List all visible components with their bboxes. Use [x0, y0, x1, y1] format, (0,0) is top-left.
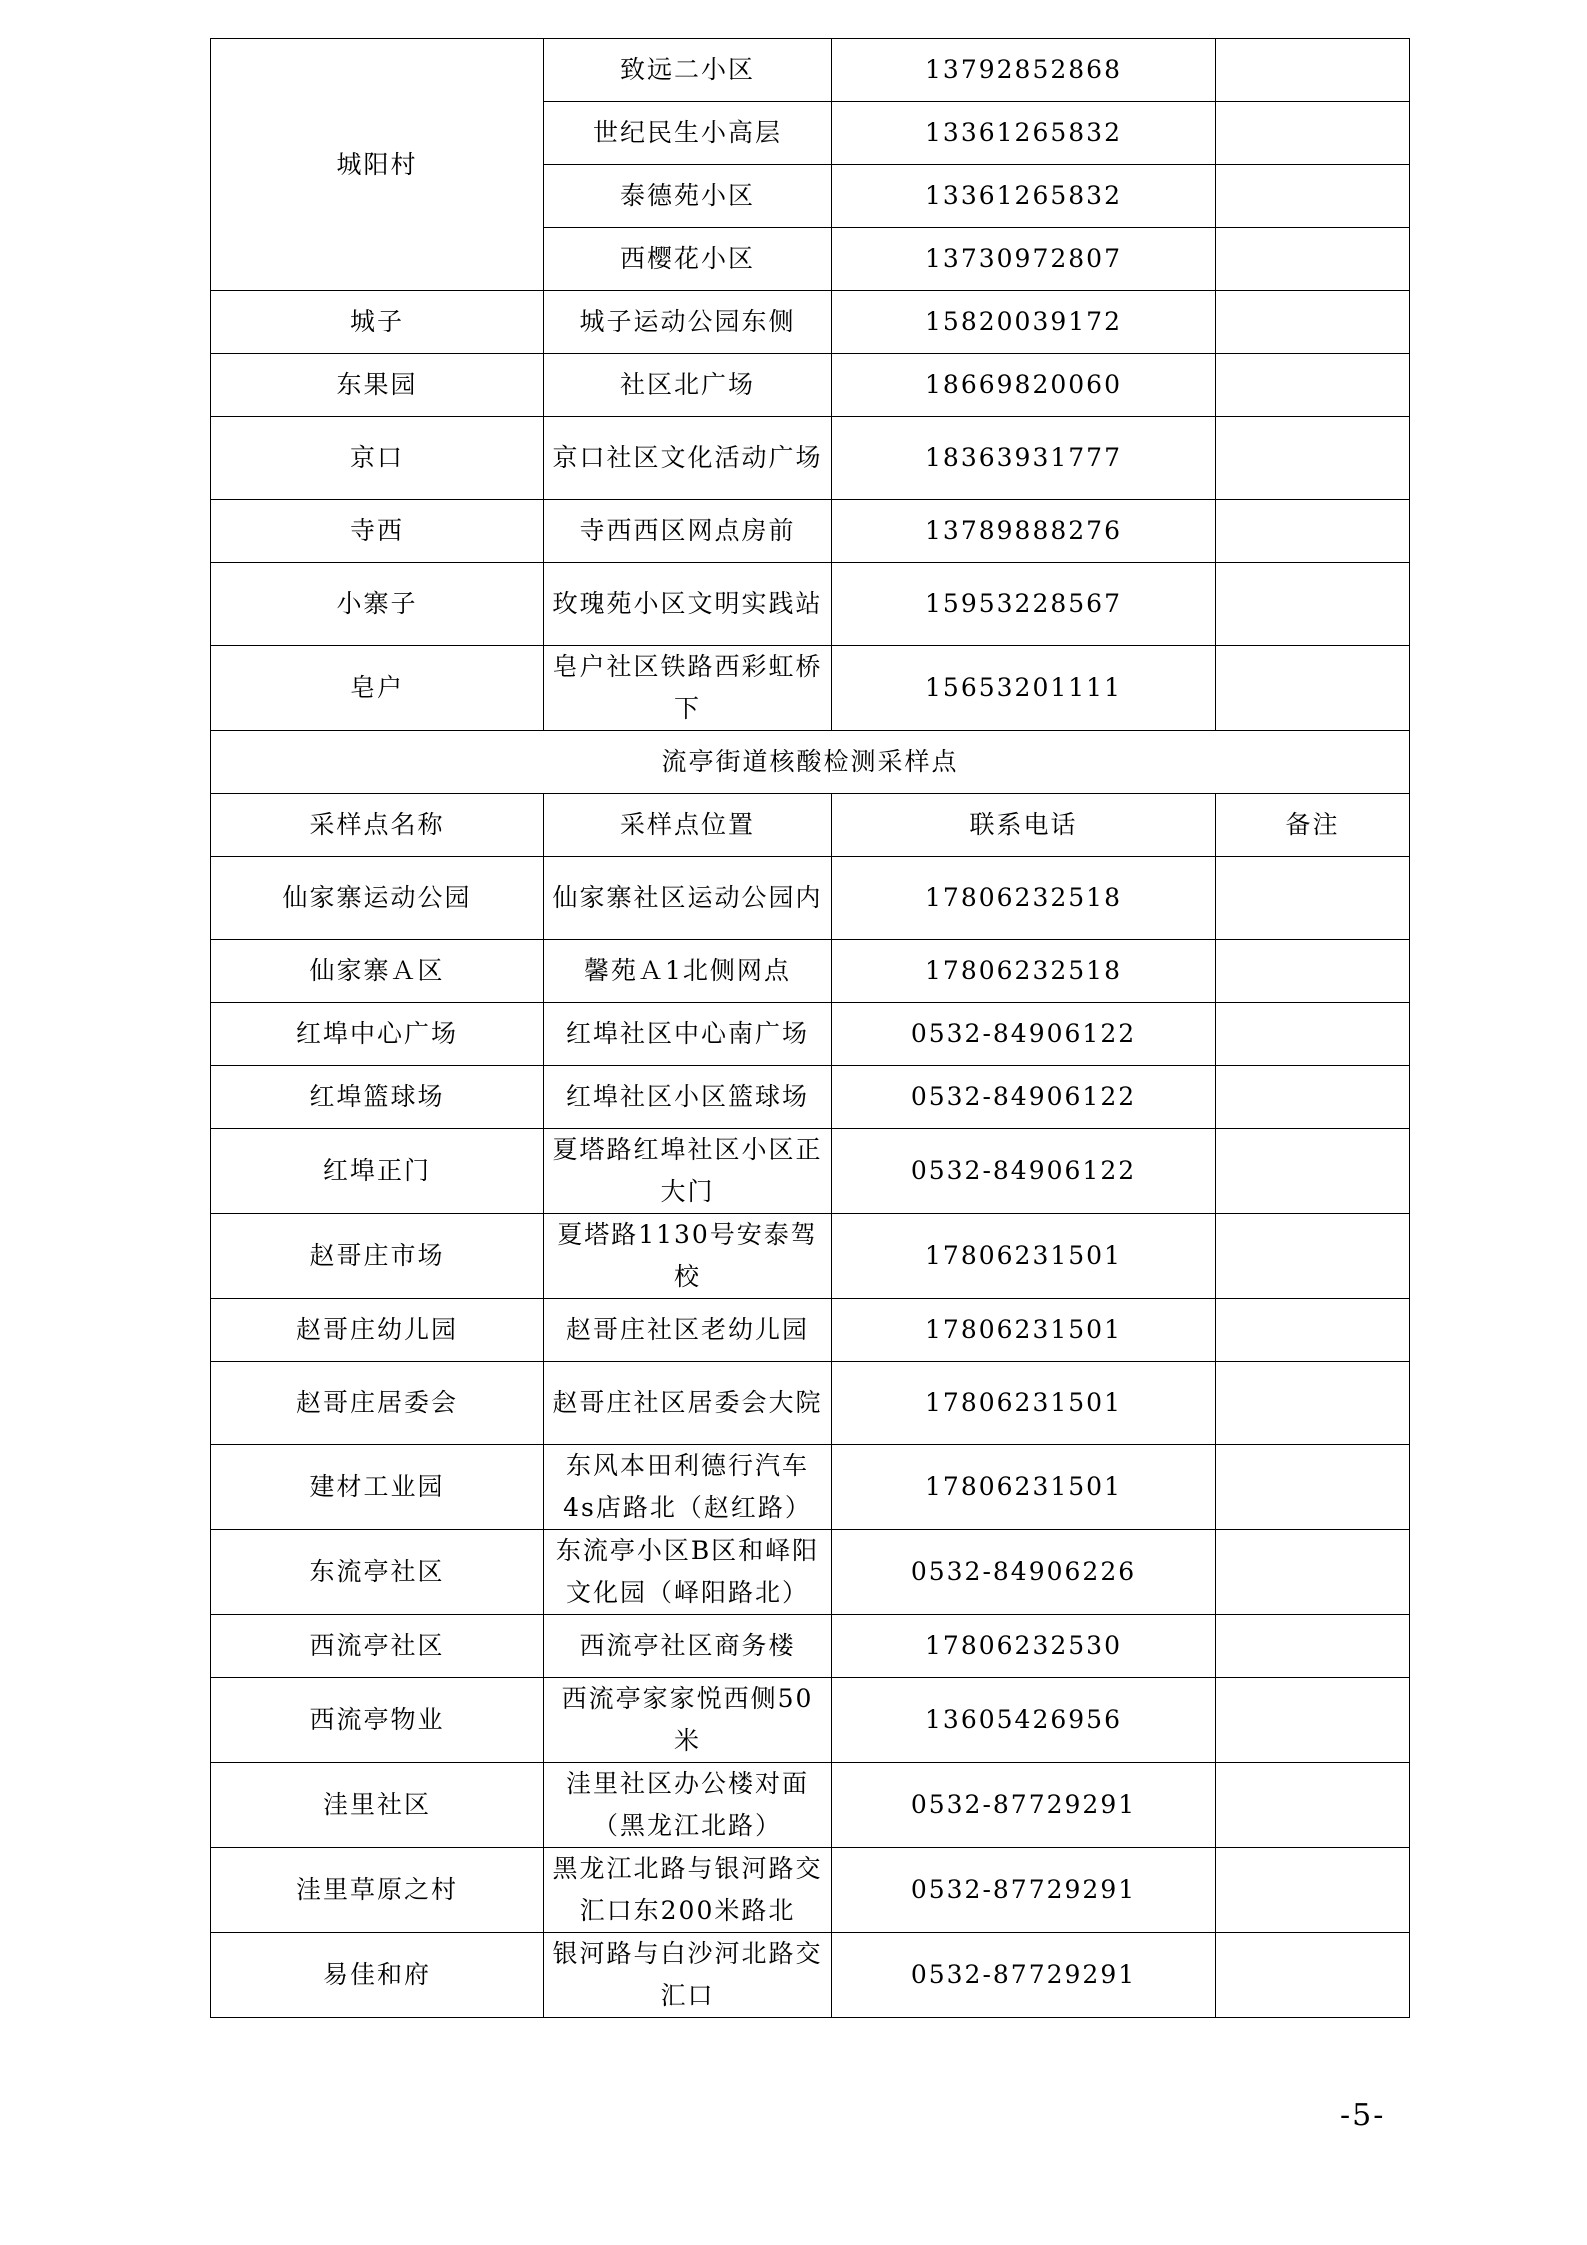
table-row	[211, 563, 1410, 646]
location-cell: 夏塔路红埠社区小区正大门	[544, 1129, 832, 1214]
location-cell: 西樱花小区	[544, 228, 832, 291]
location-cell: 红埠社区小区篮球场	[544, 1066, 832, 1129]
location-cell: 银河路与白沙河北路交汇口	[544, 1933, 832, 2018]
table-row	[211, 1530, 1410, 1615]
name-cell: 西流亭物业	[211, 1678, 544, 1763]
section-title: 流亭街道核酸检测采样点	[211, 731, 1410, 794]
name-cell: 洼里草原之村	[211, 1848, 544, 1933]
note-cell	[1216, 1362, 1410, 1445]
phone-cell: 13730972807	[832, 228, 1216, 291]
phone-cell: 17806232518	[832, 940, 1216, 1003]
location-cell: 东流亭小区B区和峄阳文化园（峄阳路北）	[544, 1530, 832, 1615]
location-cell: 城子运动公园东侧	[544, 291, 832, 354]
location-cell: 泰德苑小区	[544, 165, 832, 228]
location-cell: 致远二小区	[544, 39, 832, 102]
phone-cell: 0532-87729291	[832, 1763, 1216, 1848]
table-row	[211, 417, 1410, 500]
phone-cell: 17806232518	[832, 857, 1216, 940]
name-cell: 赵哥庄居委会	[211, 1362, 544, 1445]
table-row	[211, 1763, 1410, 1848]
table-row	[211, 291, 1410, 354]
name-cell: 洼里社区	[211, 1763, 544, 1848]
table-row	[211, 1615, 1410, 1678]
name-cell: 京口	[211, 417, 544, 500]
header-phone: 联系电话	[832, 794, 1216, 857]
location-cell: 仙家寨社区运动公园内	[544, 857, 832, 940]
header-location: 采样点位置	[544, 794, 832, 857]
phone-cell: 18669820060	[832, 354, 1216, 417]
phone-cell: 15953228567	[832, 563, 1216, 646]
phone-cell: 17806231501	[832, 1445, 1216, 1530]
location-cell: 世纪民生小高层	[544, 102, 832, 165]
note-cell	[1216, 500, 1410, 563]
phone-cell: 0532-87729291	[832, 1848, 1216, 1933]
phone-cell: 13361265832	[832, 102, 1216, 165]
table-row	[211, 1848, 1410, 1933]
table-row	[211, 857, 1410, 940]
name-cell: 东流亭社区	[211, 1530, 544, 1615]
note-cell	[1216, 1066, 1410, 1129]
location-cell: 洼里社区办公楼对面（黑龙江北路）	[544, 1763, 832, 1848]
table-row	[211, 1933, 1410, 2018]
location-cell: 黑龙江北路与银河路交汇口东200米路北	[544, 1848, 832, 1933]
note-cell	[1216, 940, 1410, 1003]
name-cell: 红埠正门	[211, 1129, 544, 1214]
sampling-points-table	[210, 38, 1410, 2018]
header-name: 采样点名称	[211, 794, 544, 857]
name-cell: 寺西	[211, 500, 544, 563]
location-cell: 寺西西区网点房前	[544, 500, 832, 563]
location-cell: 西流亭家家悦西侧50米	[544, 1678, 832, 1763]
note-cell	[1216, 1678, 1410, 1763]
note-cell	[1216, 291, 1410, 354]
note-cell	[1216, 165, 1410, 228]
note-cell	[1216, 1129, 1410, 1214]
location-cell: 赵哥庄社区居委会大院	[544, 1362, 832, 1445]
name-cell: 红埠中心广场	[211, 1003, 544, 1066]
note-cell	[1216, 417, 1410, 500]
note-cell	[1216, 102, 1410, 165]
name-cell: 城子	[211, 291, 544, 354]
phone-cell: 17806232530	[832, 1615, 1216, 1678]
name-cell: 西流亭社区	[211, 1615, 544, 1678]
name-cell: 皂户	[211, 646, 544, 731]
phone-cell: 17806231501	[832, 1299, 1216, 1362]
name-cell: 小寨子	[211, 563, 544, 646]
phone-cell: 18363931777	[832, 417, 1216, 500]
name-cell: 赵哥庄幼儿园	[211, 1299, 544, 1362]
name-cell: 建材工业园	[211, 1445, 544, 1530]
location-cell: 京口社区文化活动广场	[544, 417, 832, 500]
name-cell: 仙家寨运动公园	[211, 857, 544, 940]
name-cell: 易佳和府	[211, 1933, 544, 2018]
phone-cell: 17806231501	[832, 1214, 1216, 1299]
location-cell: 玫瑰苑小区文明实践站	[544, 563, 832, 646]
village-name-cell: 城阳村	[211, 39, 544, 291]
location-cell: 皂户社区铁路西彩虹桥下	[544, 646, 832, 731]
table-row	[211, 354, 1410, 417]
location-cell: 社区北广场	[544, 354, 832, 417]
table-row	[211, 1445, 1410, 1530]
name-cell: 红埠篮球场	[211, 1066, 544, 1129]
location-cell: 夏塔路1130号安泰驾校	[544, 1214, 832, 1299]
table-row	[211, 1129, 1410, 1214]
phone-cell: 0532-84906226	[832, 1530, 1216, 1615]
location-cell: 红埠社区中心南广场	[544, 1003, 832, 1066]
phone-cell: 13361265832	[832, 165, 1216, 228]
table-row	[211, 500, 1410, 563]
name-cell: 东果园	[211, 354, 544, 417]
note-cell	[1216, 39, 1410, 102]
name-cell: 仙家寨Ａ区	[211, 940, 544, 1003]
location-cell: 东风本田利德行汽车4s店路北（赵红路）	[544, 1445, 832, 1530]
note-cell	[1216, 1530, 1410, 1615]
name-cell: 赵哥庄市场	[211, 1214, 544, 1299]
note-cell	[1216, 354, 1410, 417]
note-cell	[1216, 1763, 1410, 1848]
note-cell	[1216, 1299, 1410, 1362]
table-row	[211, 1066, 1410, 1129]
note-cell	[1216, 1615, 1410, 1678]
note-cell	[1216, 1003, 1410, 1066]
location-cell: 赵哥庄社区老幼儿园	[544, 1299, 832, 1362]
location-cell: 馨苑Ａ1北侧网点	[544, 940, 832, 1003]
phone-cell: 0532-84906122	[832, 1066, 1216, 1129]
note-cell	[1216, 1214, 1410, 1299]
header-note: 备注	[1216, 794, 1410, 857]
header-row	[211, 794, 1410, 857]
table-row	[211, 1214, 1410, 1299]
table-row	[211, 940, 1410, 1003]
table-row	[211, 1003, 1410, 1066]
table-row	[211, 39, 1410, 102]
table-row	[211, 1299, 1410, 1362]
table-row	[211, 1678, 1410, 1763]
note-cell	[1216, 646, 1410, 731]
phone-cell: 0532-84906122	[832, 1003, 1216, 1066]
phone-cell: 13792852868	[832, 39, 1216, 102]
location-cell: 西流亭社区商务楼	[544, 1615, 832, 1678]
note-cell	[1216, 228, 1410, 291]
note-cell	[1216, 563, 1410, 646]
phone-cell: 15820039172	[832, 291, 1216, 354]
phone-cell: 15653201111	[832, 646, 1216, 731]
page-number: -5-	[1340, 2098, 1386, 2133]
phone-cell: 0532-84906122	[832, 1129, 1216, 1214]
table-row	[211, 1362, 1410, 1445]
note-cell	[1216, 1848, 1410, 1933]
section-title-row	[211, 731, 1410, 794]
phone-cell: 0532-87729291	[832, 1933, 1216, 2018]
note-cell	[1216, 1933, 1410, 2018]
phone-cell: 13789888276	[832, 500, 1216, 563]
note-cell	[1216, 857, 1410, 940]
note-cell	[1216, 1445, 1410, 1530]
phone-cell: 13605426956	[832, 1678, 1216, 1763]
table-row	[211, 646, 1410, 731]
phone-cell: 17806231501	[832, 1362, 1216, 1445]
